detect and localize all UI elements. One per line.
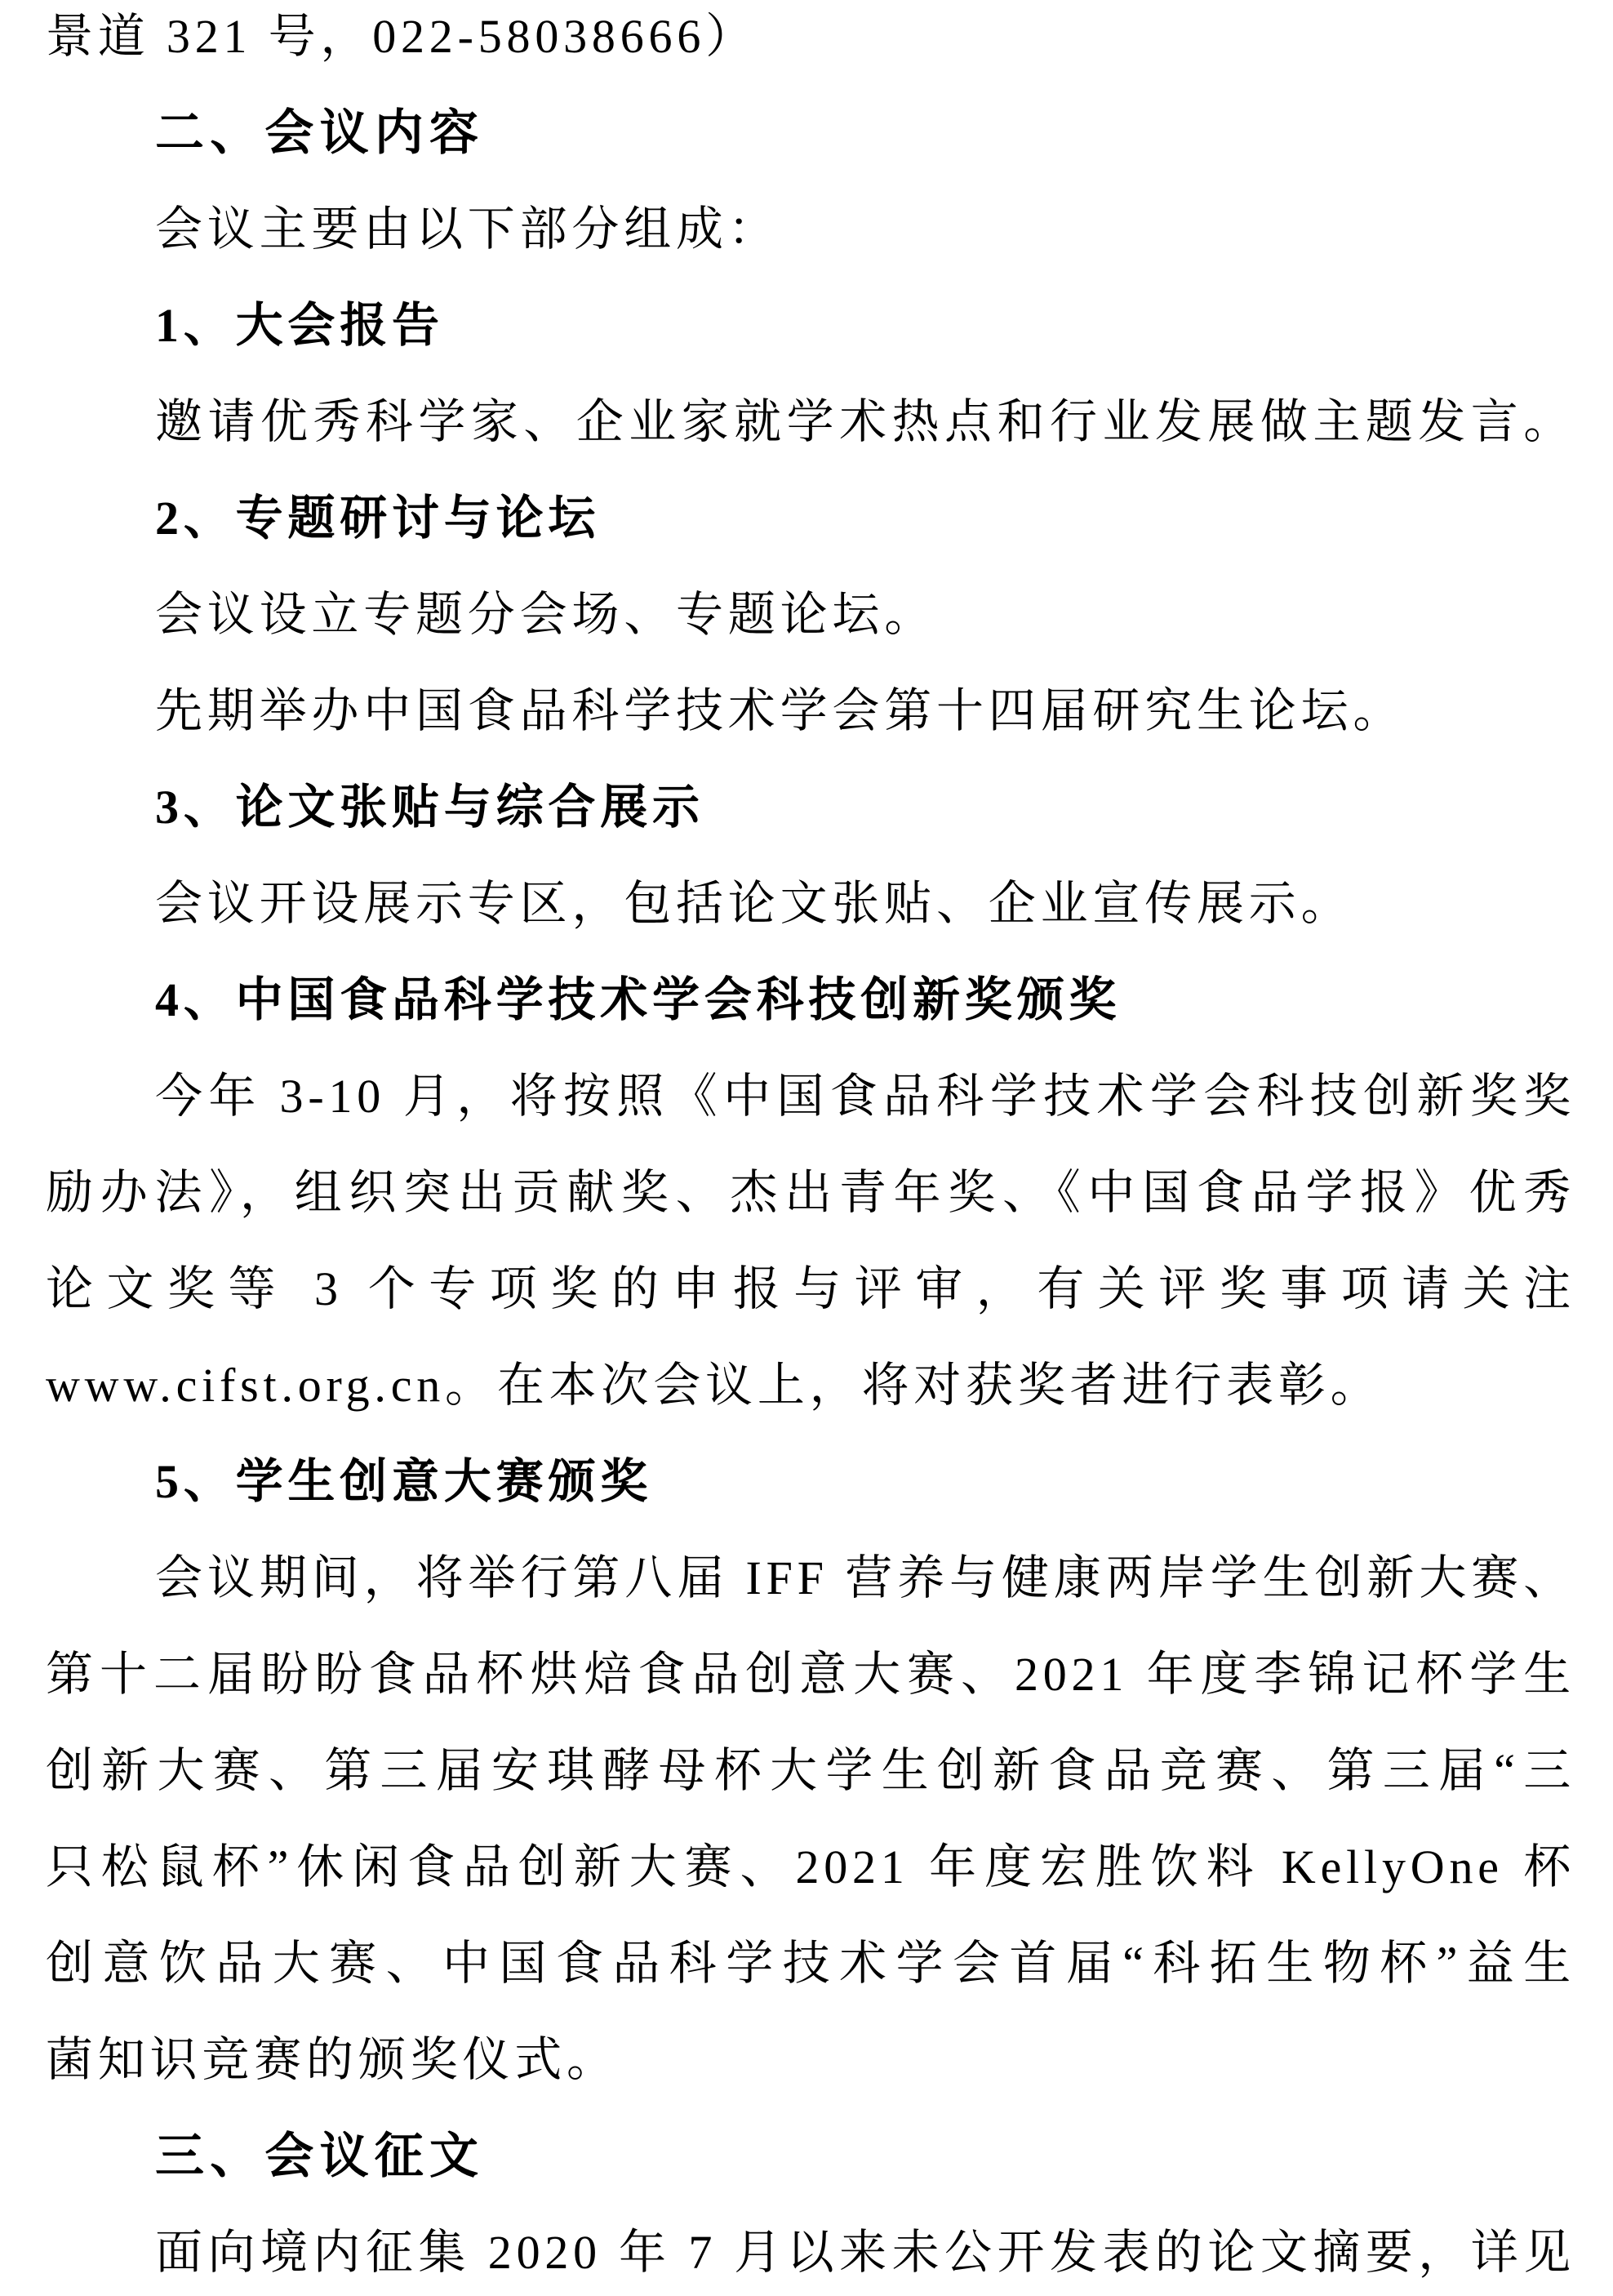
subsection-heading-2-forums: 2、专题研讨与论坛 (155, 492, 601, 545)
paragraph-line: 会议开设展示专区，包括论文张贴、企业宣传展示。 (155, 877, 1353, 930)
paragraph-continuation-line: 只松鼠杯”休闲食品创新大赛、2021 年度宏胜饮料 KellyOne 杯 (46, 1840, 1575, 1893)
subsection-heading-4-innovation-awards: 4、中国食品科学技术学会科技创新奖颁奖 (155, 973, 1122, 1026)
paragraph-continuation-line: 景道 321 号，022-58038666） (46, 10, 758, 63)
subsection-heading-5-student-contest-awards: 5、学生创意大赛颁奖 (155, 1455, 653, 1508)
section-heading-call-for-papers: 三、会议征文 (155, 2129, 485, 2183)
paragraph-line: 会议期间，将举行第八届 IFF 营养与健康两岸学生创新大赛、 (155, 1551, 1575, 1604)
section-heading-meeting-content: 二、会议内容 (155, 105, 485, 160)
document-text-block (46, 0, 1575, 2296)
paragraph-line: 会议主要由以下部分组成： (155, 202, 780, 256)
paragraph-line: 会议设立专题分会场、专题论坛。 (155, 588, 937, 641)
paragraph-continuation-line: 励办法》，组织突出贡献奖、杰出青年奖、《中国食品学报》优秀 (46, 1166, 1575, 1219)
subsection-heading-3-posters: 3、论文张贴与综合展示 (155, 781, 704, 834)
paragraph-continuation-line: 菌知识竞赛的颁奖仪式。 (46, 2033, 619, 2086)
paragraph-line: 邀请优秀科学家、企业家就学术热点和行业发展做主题发言。 (155, 395, 1575, 448)
paragraph-continuation-line: 第十二届盼盼食品杯烘焙食品创意大赛、2021 年度李锦记杯学生 (46, 1648, 1575, 1701)
paragraph-line: 面向境内征集 2020 年 7 月以来未公开发表的论文摘要，详见 (155, 2226, 1575, 2279)
subsection-heading-1-plenary-reports: 1、大会报告 (155, 299, 444, 352)
paragraph-continuation-line: 论文奖等 3 个专项奖的申报与评审，有关评奖事项请关注 (46, 1262, 1575, 1315)
paragraph-continuation-line: 创意饮品大赛、中国食品科学技术学会首届“科拓生物杯”益生 (46, 1937, 1575, 1990)
paragraph-line: 今年 3-10 月，将按照《中国食品科学技术学会科技创新奖奖 (155, 1070, 1575, 1123)
paragraph-continuation-line-with-url: www.cifst.org.cn。在本次会议上，将对获奖者进行表彰。 (46, 1359, 1383, 1412)
paragraph-continuation-line: 创新大赛、第三届安琪酵母杯大学生创新食品竞赛、第三届“三 (46, 1744, 1575, 1797)
paragraph-line: 先期举办中国食品科学技术学会第十四届研究生论坛。 (155, 684, 1406, 737)
